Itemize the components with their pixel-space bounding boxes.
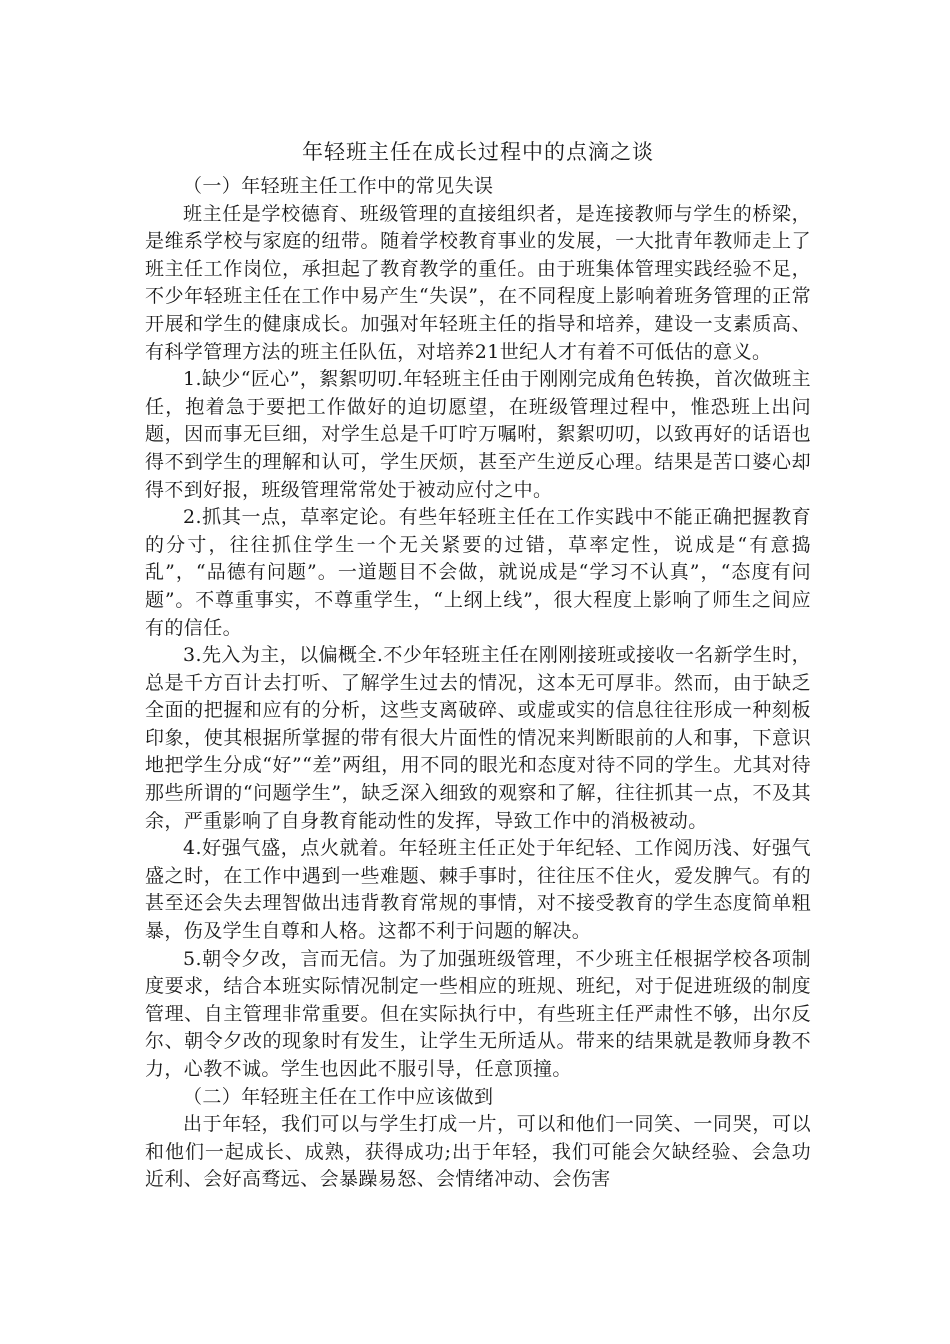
paragraph-intro: 班主任是学校德育、班级管理的直接组织者，是连接教师与学生的桥梁，是维系学校与家庭的纽带。随着学校教育事业的发展，一大批青年教师走上了班主任工作岗位，承担起了教育教学的重任。由于班集体管理实践经验不足，不少年轻班主任在工作中易产生“失误”，在不同程度上影响着班务管理的正常开展和学生的健康成长。加强对年轻班主任的指导和培养，建设一支素质高、有科学管理方法的班主任队伍，对培养21世纪人才有着不可低估的意义。 xyxy=(145,202,811,363)
paragraph-item-4: 4.好强气盛，点火就着。年轻班主任正处于年纪轻、工作阅历浅、好强气盛之时，在工作中遇到一些难题、棘手事时，往往压不住火，爱发脾气。有的甚至还会失去理智做出违背教育常规的事情，对不接受教育的学生态度简单粗暴，伤及学生自尊和人格。这都不利于问题的解决。 xyxy=(145,837,811,943)
document-page xyxy=(145,137,811,1194)
paragraph-item-1: 1.缺少“匠心”，絮絮叨叨.年轻班主任由于刚刚完成角色转换，首次做班主任，抱着急于要把工作做好的迫切愿望，在班级管理过程中，惟恐班上出问题，因而事无巨细，对学生总是千叮咛万嘱咐，絮絮叨叨，以致再好的话语也得不到学生的理解和认可，学生厌烦，甚至产生逆反心理。结果是苦口婆心却得不到好报，班级管理常常处于被动应付之中。 xyxy=(145,368,811,501)
section-heading-1: （一）年轻班主任工作中的常见失误 xyxy=(183,175,494,197)
document-title: 年轻班主任在成长过程中的点滴之谈 xyxy=(302,140,654,164)
paragraph-item-3: 3.先入为主，以偏概全.不少年轻班主任在刚刚接班或接收一名新学生时，总是千方百计去打听、了解学生过去的情况，这本无可厚非。然而，由于缺乏全面的把握和应有的分析，这些支离破碎、或虚或实的信息往往形成一种刻板印象，使其根据所掌握的带有很大片面性的情况来判断眼前的人和事，下意识地把学生分成“好”“差”两组，用不同的眼光和态度对待不同的学生。尤其对待那些所谓的“问题学生”，缺乏深入细致的观察和了解，往往抓其一点，不及其余，严重影响了自身教育能动性的发挥，导致工作中的消极被动。 xyxy=(145,644,811,832)
paragraph-item-5: 5.朝令夕改，言而无信。为了加强班级管理，不少班主任根据学校各项制度要求，结合本班实际情况制定一些相应的班规、班纪，对于促进班级的制度管理、自主管理非常重要。但在实际执行中，有些班主任严肃性不够，出尔反尔、朝令夕改的现象时有发生，让学生无所适从。带来的结果就是教师身教不力，心教不诚。学生也因此不服引导，任意顶撞。 xyxy=(145,947,811,1080)
paragraph-section-2: 出于年轻，我们可以与学生打成一片，可以和他们一同笑、一同哭，可以和他们一起成长、成熟，获得成功;出于年轻，我们可能会欠缺经验、会急功近利、会好高骛远、会暴躁易怒、会情绪冲动、会伤害 xyxy=(145,1113,811,1191)
paragraph-item-2: 2.抓其一点，草率定论。有些年轻班主任在工作实践中不能正确把握教育的分寸，往往抓住学生一个无关紧要的过错，草率定性，说成是“有意捣乱”，“品德有问题”。一道题目不会做，就说成是“学习不认真”，“态度有问题”。不尊重事实，不尊重学生，“上纲上线”，很大程度上影响了师生之间应有的信任。 xyxy=(145,506,811,639)
section-heading-2: （二）年轻班主任在工作中应该做到 xyxy=(183,1085,494,1108)
